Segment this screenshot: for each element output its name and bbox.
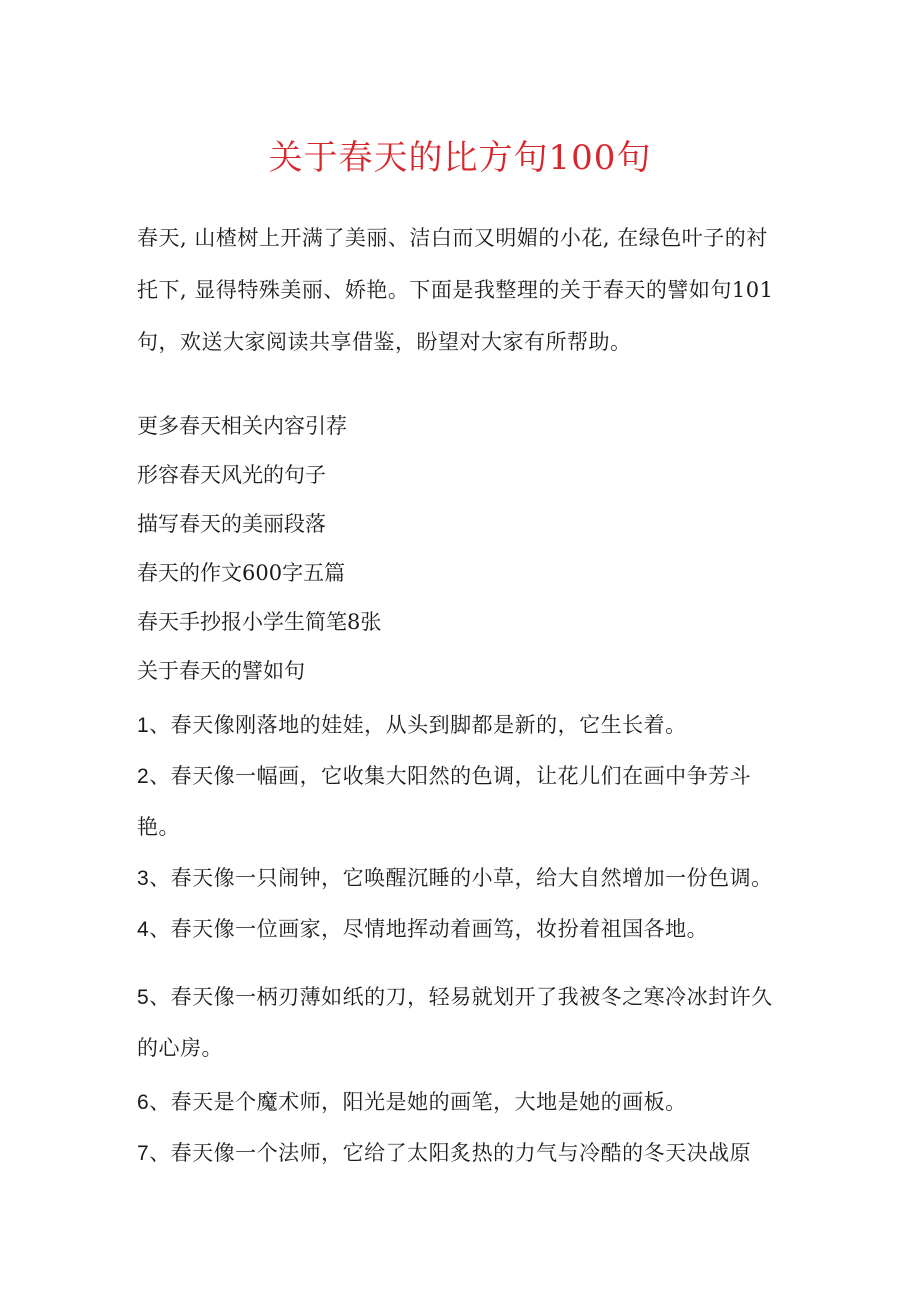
simile-item: [137, 700, 787, 751]
item-number: 3: [137, 867, 150, 890]
intro-line: 春天, 山楂树上开满了美丽、洁白而又明媚的小花, 在绿色叶子的衬: [137, 226, 768, 250]
related-link[interactable]: 形容春天风光的句子: [137, 463, 326, 487]
related-links-heading: 更多春天相关内容引荐: [137, 414, 347, 438]
item-number: 2: [137, 765, 150, 788]
item-text: 、春天像一位画家，尽情地挥动着画笃，妆扮着祖国各地。: [149, 917, 709, 941]
related-link[interactable]: 春天手抄报小学生简笔8张: [137, 610, 382, 634]
related-link[interactable]: 关于春天的譬如句: [137, 659, 305, 683]
intro-paragraph: [137, 212, 787, 368]
item-text-continued: 艳。: [137, 815, 180, 839]
simile-item: [137, 972, 787, 1073]
item-text: 、春天像一柄刃薄如纸的刀，轻易就划开了我被冬之寒冷冰封许久: [149, 985, 773, 1009]
item-text: 、春天像刚落地的娃娃，从头到脚都是新的，它生长着。: [149, 713, 687, 737]
related-links-list: [137, 402, 787, 696]
related-link[interactable]: 描写春天的美丽段落: [137, 512, 326, 536]
item-number: 7: [137, 1142, 150, 1165]
item-text: 、春天像一只闹钟，它唤醒沉睡的小草，给大自然增加一份色调。: [149, 866, 773, 890]
item-number: 1: [137, 714, 150, 737]
item-number: 5: [137, 986, 150, 1009]
item-text: 、春天是个魔术师，阳光是她的画笔，大地是她的画板。: [149, 1090, 687, 1114]
item-text: 、春天像一幅画，它收集大阳然的色调，让花儿们在画中争芳斗: [149, 764, 752, 788]
related-link[interactable]: 春天的作文600字五篇: [137, 561, 346, 585]
simile-item: [137, 1077, 787, 1128]
item-number: 6: [137, 1091, 150, 1114]
item-text: 、春天像一个法师，它给了太阳炙热的力气与冷酷的冬天决战原: [149, 1141, 752, 1165]
intro-line: 句，欢送大家阅读共享借鉴，盼望对大家有所帮助。: [137, 330, 632, 354]
simile-item: [137, 904, 787, 955]
simile-item: [137, 751, 787, 852]
simile-item: [137, 853, 787, 904]
item-number: 4: [137, 918, 150, 941]
document-title: 关于春天的比方句100句: [268, 138, 652, 178]
item-text-continued: 的心房。: [137, 1036, 223, 1060]
intro-line: 托下, 显得特殊美丽、娇艳。下面是我整理的关于春天的譬如句101: [137, 278, 774, 302]
simile-item: [137, 1128, 787, 1179]
